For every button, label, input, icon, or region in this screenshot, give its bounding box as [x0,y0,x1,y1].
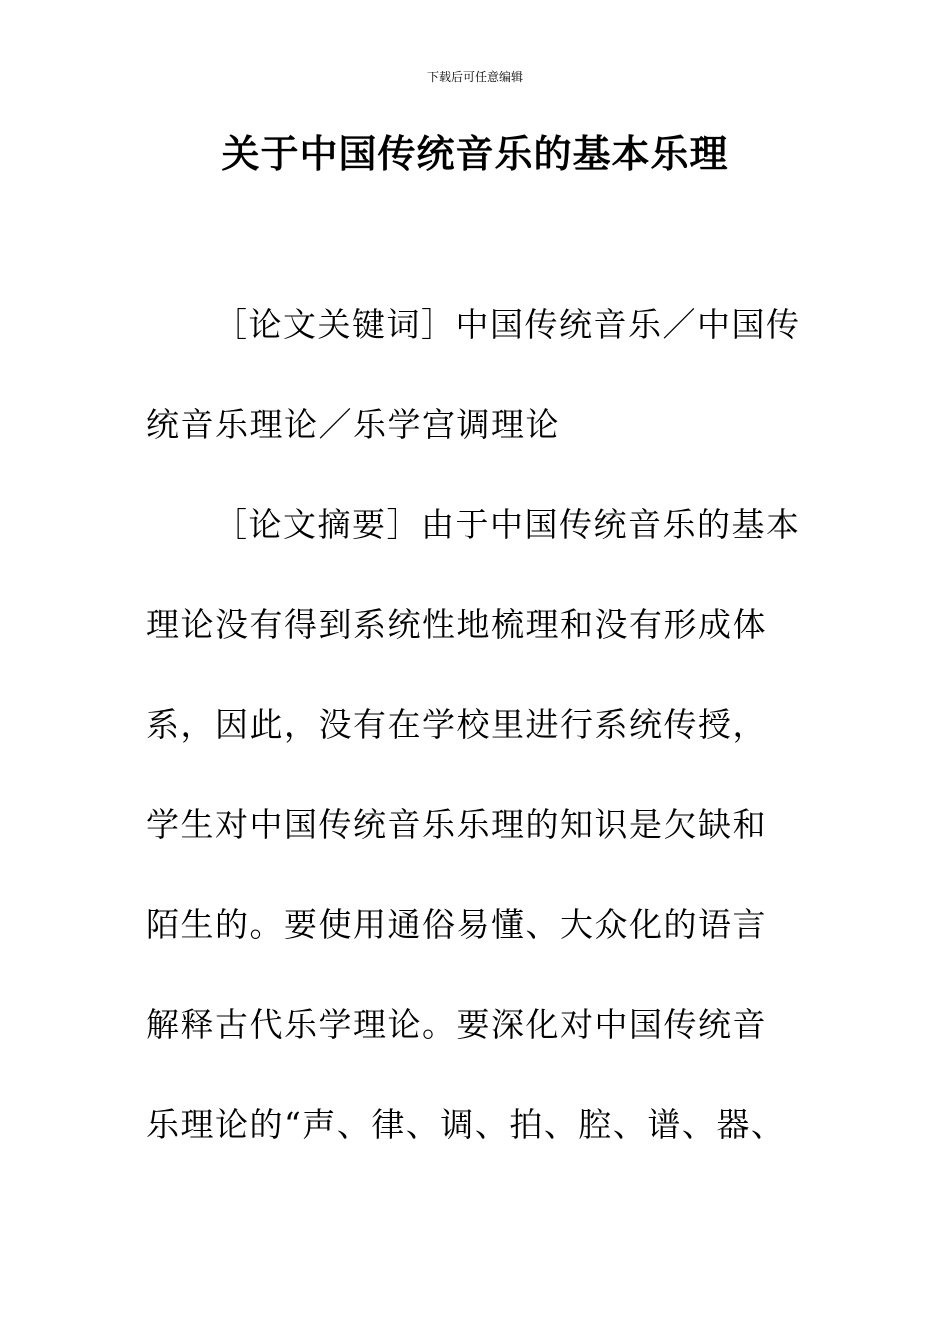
abstract-line-4: 学生对中国传统音乐乐理的知识是欠缺和 [146,805,767,844]
keywords-line-1: ［论文关键词］中国传统音乐／中国传 [214,305,801,344]
abstract-line-1: ［论文摘要］由于中国传统音乐的基本 [214,505,801,544]
abstract-line-7: 乐理论的“声、律、调、拍、腔、谱、器、 [146,1105,786,1144]
abstract-line-6: 解释古代乐学理论。要深化对中国传统音 [146,1005,767,1044]
abstract-line-3: 系，因此，没有在学校里进行系统传授， [146,705,767,744]
keywords-line-2: 统音乐理论／乐学宫调理论 [146,405,560,444]
abstract-line-2: 理论没有得到系统性地梳理和没有形成体 [146,605,767,644]
abstract-line-5: 陌生的。要使用通俗易懂、大众化的语言 [146,905,767,944]
header-note: 下载后可任意编辑 [426,70,523,84]
document-title: 关于中国传统音乐的基本乐理 [221,132,729,176]
